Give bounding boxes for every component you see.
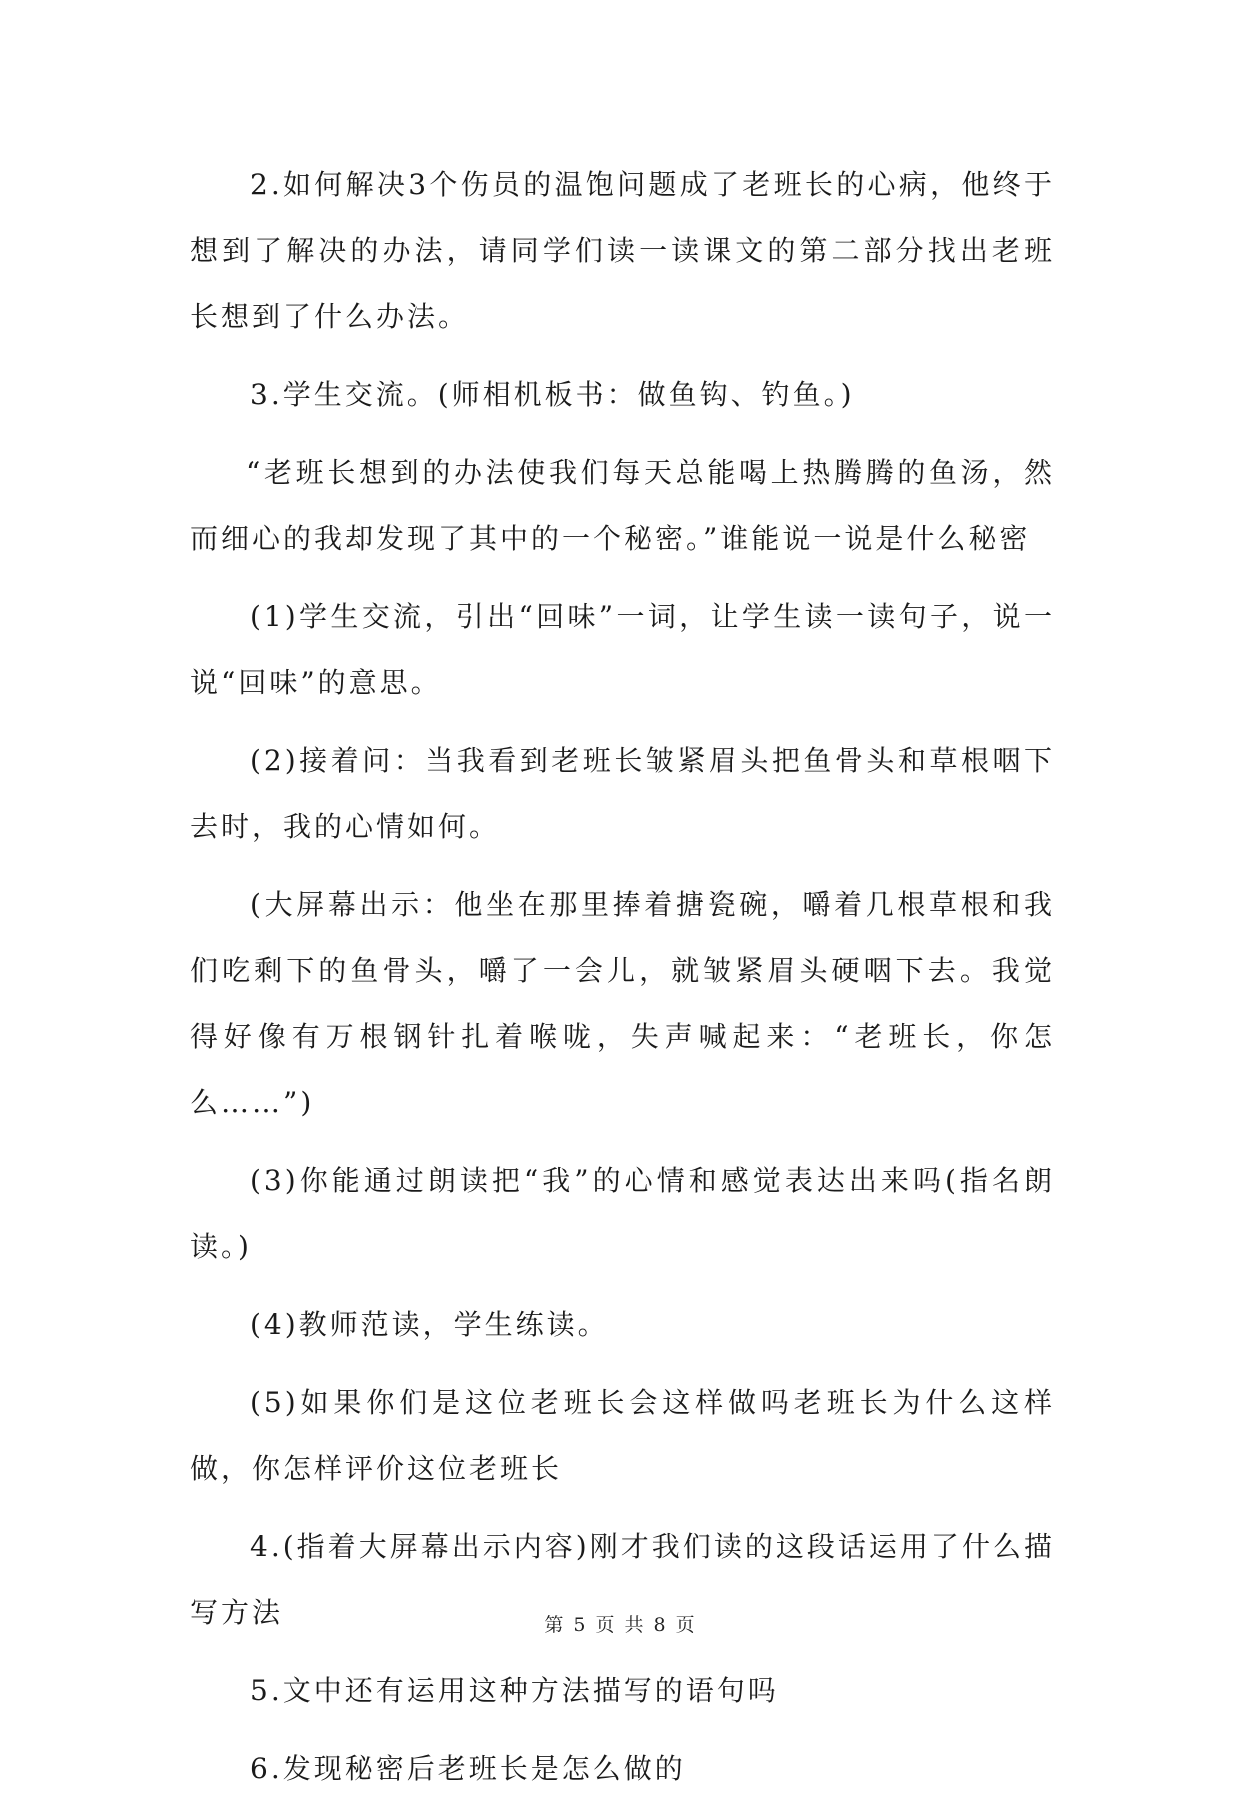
paragraph-student-exchange: 3.学生交流。(师相机板书：做鱼钩、钓鱼。)	[250, 378, 855, 411]
paragraph-step-3: (3)你能通过朗读把“我”的心情和感觉表达出来吗(指名朗读。)	[190, 1164, 1055, 1263]
paragraph-step-4: (4)教师范读，学生练读。	[250, 1308, 609, 1341]
paragraph-question-2: 2.如何解决3个伤员的温饱问题成了老班长的心病，他终于想到了解决的办法，请同学们读一读课文的第二部分找出老班长想到了什么办法。	[190, 168, 1055, 333]
page-number-footer: 第 5 页 共 8 页	[544, 1614, 697, 1636]
paragraph-question-5: 5.文中还有运用这种方法描写的语句吗	[250, 1674, 779, 1707]
paragraph-screen-excerpt: (大屏幕出示：他坐在那里捧着搪瓷碗，嚼着几根草根和我们吃剩下的鱼骨头，嚼了一会儿，就皱紧眉头硬咽下去。我觉得好像有万根钢针扎着喉咙，失声喊起来：“老班长，你怎么……”)	[190, 888, 1055, 1119]
paragraph-step-2: (2)接着问：当我看到老班长皱紧眉头把鱼骨头和草根咽下去时，我的心情如何。	[190, 744, 1055, 843]
paragraph-step-1: (1)学生交流，引出“回味”一词，让学生读一读句子，说一说“回味”的意思。	[190, 600, 1055, 699]
paragraph-secret-quote: “老班长想到的办法使我们每天总能喝上热腾腾的鱼汤，然而细心的我却发现了其中的一个秘密。”谁能说一说是什么秘密	[190, 456, 1055, 555]
paragraph-question-6: 6.发现秘密后老班长是怎么做的	[250, 1752, 686, 1785]
document-body	[190, 152, 1055, 1814]
paragraph-step-5: (5)如果你们是这位老班长会这样做吗老班长为什么这样做，你怎样评价这位老班长	[190, 1386, 1055, 1485]
paragraph-question-4: 4.(指着大屏幕出示内容)刚才我们读的这段话运用了什么描写方法	[190, 1530, 1055, 1629]
